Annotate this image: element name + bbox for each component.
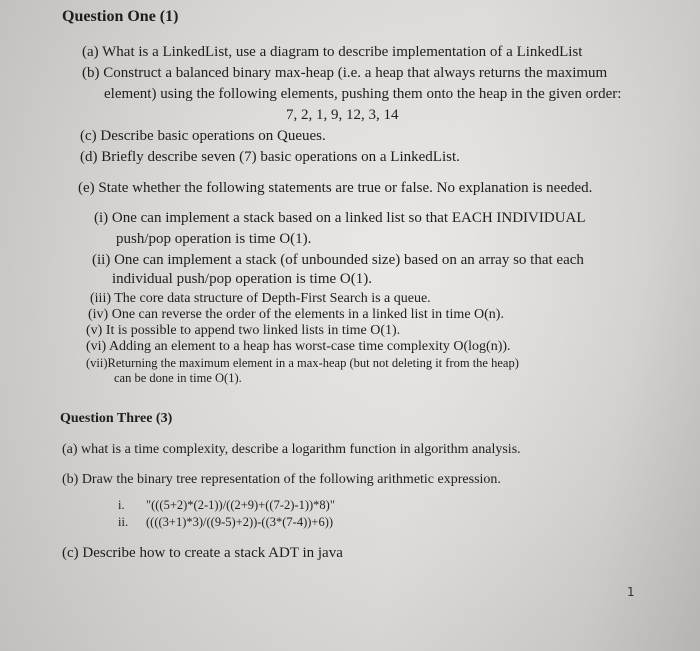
q1-item-v: (v) It is possible to append two linked lists in time O(1).: [86, 323, 401, 338]
q1-item-vi: (vi) Adding an element to a heap has worst-case time complexity O(log(n)).: [86, 339, 511, 354]
q1-item-ii-line2: individual push/pop operation is time O(1).: [112, 271, 372, 287]
q1-item-i-line2: push/pop operation is time O(1).: [116, 231, 312, 247]
question-one-heading: Question One (1): [62, 8, 179, 25]
q1-part-c: (c) Describe basic operations on Queues.: [80, 128, 326, 144]
page-number: 1: [627, 585, 635, 599]
q3-expr-i-label: i.: [118, 498, 125, 512]
q1-item-i-line1: (i) One can implement a stack based on a linked list so that EACH INDIVIDUAL: [94, 210, 586, 226]
q3-expr-ii-label: ii.: [118, 515, 129, 529]
q1-part-b-values: 7, 2, 1, 9, 12, 3, 14: [286, 107, 399, 123]
q1-part-d: (d) Briefly describe seven (7) basic operations on a LinkedList.: [80, 149, 460, 165]
question-three-heading: Question Three (3): [60, 411, 173, 426]
q1-item-ii-line1: (ii) One can implement a stack (of unbounded size) based on an array so that each: [92, 252, 584, 268]
q1-part-b-line1: (b) Construct a balanced binary max-heap (i.e. a heap that always returns the maximum: [82, 65, 608, 81]
q3-part-b: (b) Draw the binary tree representation of the following arithmetic expression.: [62, 472, 501, 487]
q3-part-c: (c) Describe how to create a stack ADT in java: [62, 545, 343, 561]
q1-item-vii-line2: can be done in time O(1).: [114, 371, 242, 385]
q1-item-iii: (iii) The core data structure of Depth-First Search is a queue.: [90, 291, 431, 306]
q3-expr-ii: ((((3+1)*3)/((9-5)+2))-((3*(7-4))+6)): [146, 515, 334, 529]
q1-part-a: (a) What is a LinkedList, use a diagram to describe implementation of a LinkedList: [82, 44, 583, 60]
q3-part-a: (a) what is a time complexity, describe a logarithm function in algorithm analysis.: [62, 442, 521, 457]
q1-part-b-line2: element) using the following elements, pushing them onto the heap in the given order:: [104, 86, 622, 102]
q1-item-vii-line1: (vii)Returning the maximum element in a max-heap (but not deleting it from the heap): [86, 356, 519, 370]
q1-part-e: (e) State whether the following statements are true or false. No explanation is needed.: [78, 180, 593, 196]
q1-item-iv: (iv) One can reverse the order of the elements in a linked list in time O(n).: [88, 307, 504, 322]
q3-expr-i: "(((5+2)*(2-1))/((2+9)+((7-2)-1))*8)": [146, 498, 335, 512]
